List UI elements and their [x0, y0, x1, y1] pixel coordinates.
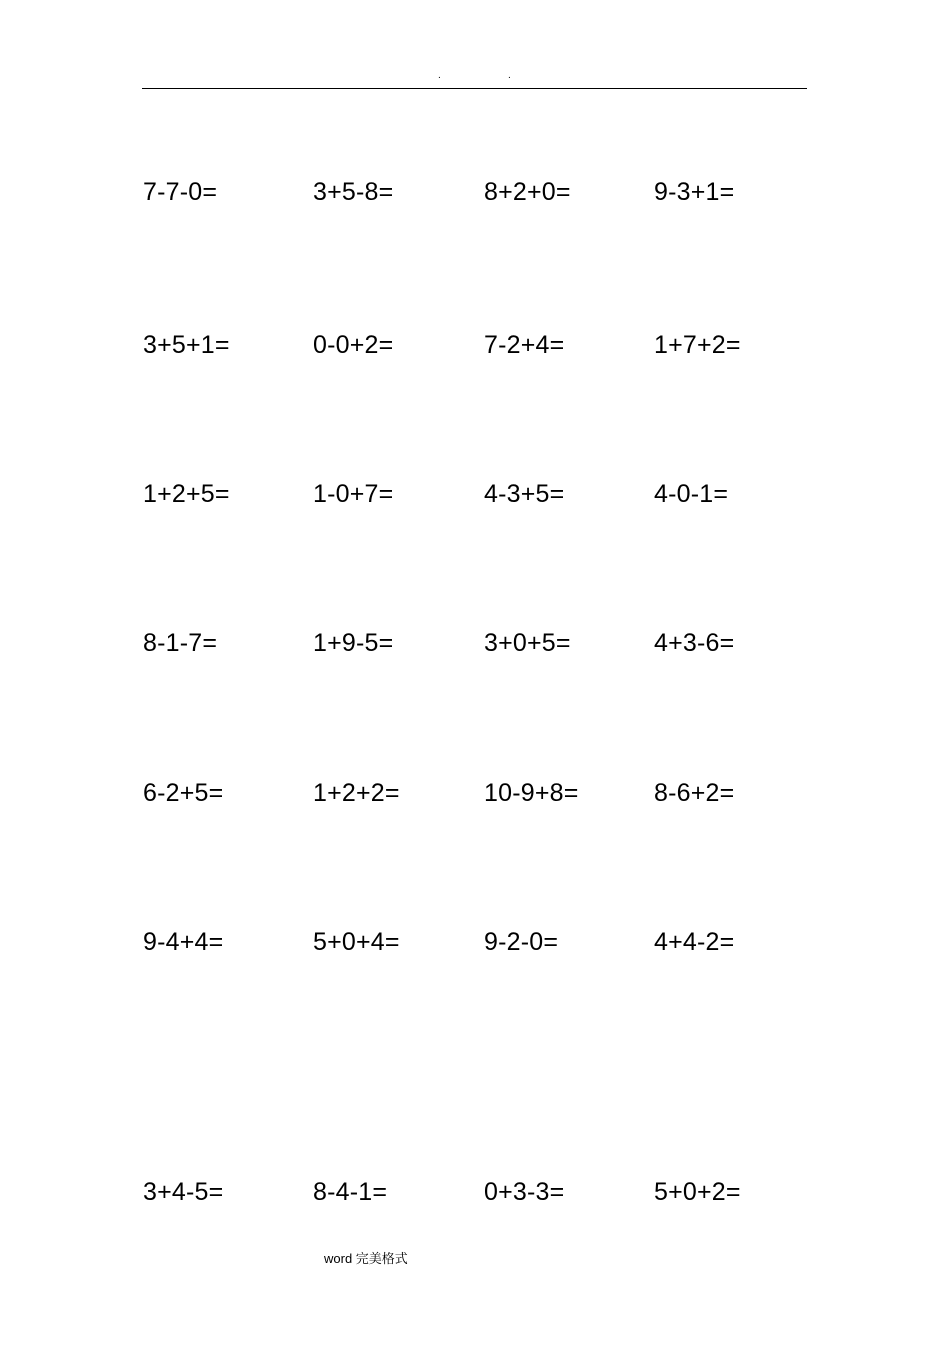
- problem-r6-c4: 4+4-2=: [654, 928, 735, 956]
- problem-r7-c2: 8-4-1=: [313, 1178, 388, 1206]
- problem-r2-c2: 0-0+2=: [313, 331, 394, 359]
- problem-r7-c1: 3+4-5=: [143, 1178, 224, 1206]
- problem-r4-c4: 4+3-6=: [654, 629, 735, 657]
- problem-r1-c2: 3+5-8=: [313, 178, 394, 206]
- problem-r1-c1: 7-7-0=: [143, 178, 218, 206]
- problem-r1-c3: 8+2+0=: [484, 178, 571, 206]
- problem-r3-c4: 4-0-1=: [654, 480, 729, 508]
- problem-r5-c3: 10-9+8=: [484, 779, 579, 807]
- problem-r2-c3: 7-2+4=: [484, 331, 565, 359]
- problem-r6-c3: 9-2-0=: [484, 928, 559, 956]
- problem-r5-c2: 1+2+2=: [313, 779, 400, 807]
- problem-r2-c1: 3+5+1=: [143, 331, 230, 359]
- header-dot-left: .: [438, 70, 441, 81]
- problem-r3-c1: 1+2+5=: [143, 480, 230, 508]
- problem-r6-c2: 5+0+4=: [313, 928, 400, 956]
- page-footer: word 完美格式: [324, 1251, 408, 1266]
- problem-r7-c4: 5+0+2=: [654, 1178, 741, 1206]
- header-dot-right: .: [508, 70, 511, 81]
- problem-r6-c1: 9-4+4=: [143, 928, 224, 956]
- problem-r1-c4: 9-3+1=: [654, 178, 735, 206]
- problem-r7-c3: 0+3-3=: [484, 1178, 565, 1206]
- problem-r3-c2: 1-0+7=: [313, 480, 394, 508]
- problem-r4-c2: 1+9-5=: [313, 629, 394, 657]
- problem-r4-c1: 8-1-7=: [143, 629, 218, 657]
- problem-r2-c4: 1+7+2=: [654, 331, 741, 359]
- problem-r3-c3: 4-3+5=: [484, 480, 565, 508]
- problem-r5-c4: 8-6+2=: [654, 779, 735, 807]
- problem-r5-c1: 6-2+5=: [143, 779, 224, 807]
- header-rule: [142, 88, 807, 89]
- problem-r4-c3: 3+0+5=: [484, 629, 571, 657]
